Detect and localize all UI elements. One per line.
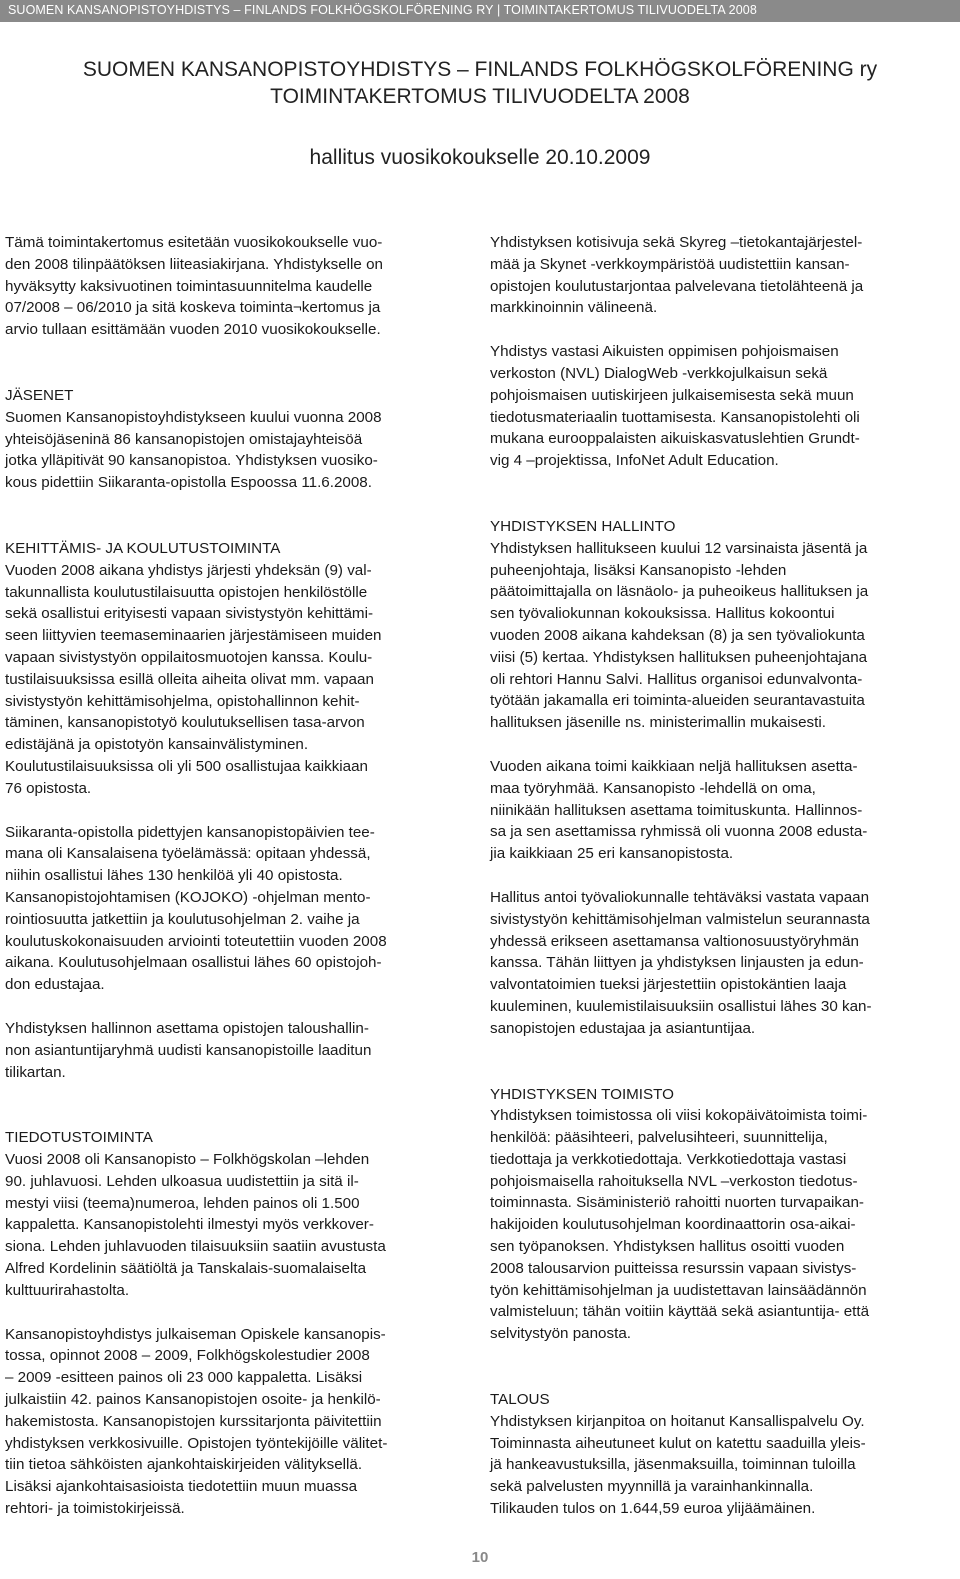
intro-paragraph: Tämä toimintakertomus esitetään vuosikokoukselle vuo- den 2008 tilinpäätöksen liiteasiakirjana. Yhdistykselle on hyväksytty kaksivuotinen toimintasuunnitelma kaudelle 07/2008 – 06/2010 ja sitä koskeva toiminta¬kertomus ja arvio tullaan esittämään vuoden 2010 vuosikokoukselle.	[5, 234, 383, 339]
document-subtitle: hallitus vuosikokoukselle 20.10.2009	[309, 146, 651, 169]
running-header-text: SUOMEN KANSANOPISTOYHDISTYS – FINLANDS FOLKHÖGSKOLFÖRENING RY | TOIMINTAKERTOMUS TILIVUODELTA 2008	[8, 3, 757, 17]
section-toimisto	[490, 1084, 950, 1346]
running-header-bar	[0, 0, 960, 22]
heading-kehittamis: KEHITTÄMIS- JA KOULUTUSTOIMINTA	[5, 539, 281, 557]
section-tiedotus	[5, 1127, 463, 1301]
section-hallinto	[490, 516, 950, 734]
talous-paragraph: Yhdistyksen kirjanpitoa on hoitanut Kansallispalvelu Oy. Toiminnasta aiheutuneet kulut on katettu saaduilla yleis- jä hankeavustuksilla, jäsenmaksuilla, toiminnan tuloilla sekä palvelusten myynnillä ja varainhankinnalla. Tilikauden tulos on 1.644,59 euroa ylijäämäinen.	[490, 1412, 866, 1518]
section-jasenet	[5, 385, 463, 494]
document-title-line-1: SUOMEN KANSANOPISTOYHDISTYS – FINLANDS FOLKHÖGSKOLFÖRENING ry	[82, 58, 878, 81]
tiedotus-paragraph: Vuosi 2008 oli Kansanopisto – Folkhögskolan –lehden 90. juhlavuosi. Lehden ulkoasua uudistettiin ja sitä il- mestyi viisi (teema)numeroa, lehden painos oli 1.500 kappaletta. Kansanopistolehti ilmestyi myös verkkover- siona. Lehden juhlavuoden tilaisuuksiin saatiin avustusta Alfred Kordelinin säätiöltä ja Tanskalais-suomalaiselta kulttuurirahastolta.	[5, 1151, 386, 1299]
heading-hallinto: YHDISTYKSEN HALLINTO	[490, 517, 676, 535]
section-talous	[490, 1389, 950, 1520]
heading-toimisto: YHDISTYKSEN TOIMISTO	[490, 1085, 674, 1103]
tyovaliokunta-paragraph: Hallitus antoi työvaliokunnalle tehtäväksi vastata vapaan sivistystyön kehittämisohjelman valmistelun seurannasta yhdessä erikseen asettamansa valtionosuustyöryhmän kanssa. Tähän liittyen ja yhdistyksen linjausten ja edun- valvontatoimien tueksi järjestettiin opistokäntien laaja kuuleminen, kuulemistilaisuuksiin osallistui lähes 30 kan- sanopistojen edustajaa ja asiantuntijaa.	[490, 888, 872, 1037]
page-number: 10	[471, 1549, 489, 1566]
hallinto-paragraph: Yhdistyksen hallinnon asettama opistojen taloushallin- non asiantuntijaryhmä uudisti kansanopistoille laaditun tilikartan.	[5, 1019, 372, 1081]
tyoryhmat-paragraph: Vuoden aikana toimi kaikkiaan neljä hallituksen asetta- maa työryhmää. Kansanopisto -lehdellä on oma, niinikään hallituksen asettama toimituskunta. Hallinnos- sa ja sen asettamissa ryhmissä oli vuonna 2008 edusta- jia kaikkiaan 25 eri kansanopistosta.	[490, 757, 868, 863]
siikaranta-paragraph: Siikaranta-opistolla pidettyjen kansanopistopäivien tee- mana oli Kansalaisena työelämässä: opitaan yhdessä, niihin osallistui lähes 130 henkilöä yli 40 opistosta. Kansanopistojohtamisen (KOJOKO) -ohjelman mento- rointiosuutta jatkettiin ja koulutusohjelman 2. vaihe ja koulutuskokonaisuuden arviointi toteutettiin vuoden 2008 aikana. Koulutusohjelmaan osallistui lähes 60 opistojoh- don edustajaa.	[5, 823, 387, 994]
right-column	[490, 232, 950, 1520]
heading-tiedotus: TIEDOTUSTOIMINTA	[5, 1129, 153, 1147]
hallinto-body-paragraph: Yhdistyksen hallitukseen kuului 12 varsinaista jäsentä ja puheenjohtaja, lisäksi Kansanopisto -lehden päätoimittajalla on läsnäolo- ja puheoikeus hallituksen ja sen työvaliokunnan kokouksissa. Hallitus kokoontui vuoden 2008 aikana kahdeksan (8) ja sen työvaliokunta viisi (5) kertaa. Yhdistyksen hallituksen puheenjohtajana oli rehtori Hannu Salvi. Hallitus organisoi edunvalvonta- työtään jakamalla eri toiminta-alueiden seurantavastuita hallituksen jäsenille ns. ministerimallin mukaisesti.	[490, 539, 869, 732]
left-column	[5, 232, 463, 1520]
toimisto-paragraph: Yhdistyksen toimistossa oli viisi kokopäivätoimista toimi- henkilöä: pääsihteeri, palvelusihteeri, suunnittelija, tiedottaja ja verkkotiedottaja. Verkkotiedottaja vastasi pohjoismaisella rahoituksella NVL –verkoston tiedotus- toiminnasta. Sisäministeriö rahoitti nuorten turvapaikan- hakijoiden koulutusohjelman koordinaattorin osa-aikai- sen työpanoksen. Yhdistyksen hallitus osoitti vuoden 2008 talousarvion puitteissa resurssin vapaan sivistys- työn kehittämisohjelman ja uudistettavan lainsäädännön valmisteluun; tähän voitiin käyttää sekä asiantuntija- että selvitystyön panosta.	[490, 1107, 870, 1343]
nvl-paragraph: Yhdistys vastasi Aikuisten oppimisen pohjoismaisen verkoston (NVL) DialogWeb -verkkojulkaisun sekä pohjoismaisen uutiskirjeen julkaisemisesta sekä muun tiedotusmateriaalin tuottamisesta. Kansanopistolehti oli mukana eurooppalaisten aikuiskasvatuslehtien Grundt- vig 4 –projektissa, InfoNet Adult Education.	[490, 343, 860, 470]
kotisivut-paragraph: Yhdistyksen kotisivuja sekä Skyreg –tietokantajärjestel- mää ja Skynet -verkkoympäristöä uudistettiin kansan- opistojen koulutustarjontaa palvelevana tietolähteenä ja markkinoinnin välineenä.	[490, 234, 864, 317]
jasenet-paragraph: Suomen Kansanopistoyhdistykseen kuului vuonna 2008 yhteisöjäseninä 86 kansanopistojen omistajayhteisöä jotka ylläpitivät 90 kansanopistoa. Yhdistyksen vuosiko- kous pidettiin Siikaranta-opistolla Espoossa 11.6.2008.	[5, 408, 382, 492]
julkaisut-paragraph: Kansanopistoyhdistys julkaiseman Opiskele kansanopis- tossa, opinnot 2008 – 2009, Folkhögskolestudier 2008 – 2009 -esitteen painos oli 23 000 kappaletta. Lisäksi julkaistiin 42. painos Kansanopistojen osoite- ja henkilö- hakemistosta. Kansanopistojen kurssitarjonta päivitettiin yhdistyksen verkkosivuille. Opistojen työntekijöille välitet- tiin tietoa sähköisten ajankohtaiskirjeiden välityksellä. Lisäksi ajankohtaisasioista tiedotettiin muun muassa rehtori- ja toimistokirjeissä.	[5, 1325, 388, 1518]
section-kehittamis	[5, 538, 463, 800]
document-title-line-2: TOIMINTAKERTOMUS TILIVUODELTA 2008	[270, 85, 690, 108]
heading-jasenet: JÄSENET	[5, 386, 74, 404]
heading-talous: TALOUS	[490, 1391, 550, 1409]
kehittamis-paragraph: Vuoden 2008 aikana yhdistys järjesti yhdeksän (9) val- takunnallista koulutustilaisuutta opistojen henkilöstölle sekä osallistui erityisesti vapaan sivistystyön kehittämi- seen liittyvien teemaseminaarien järjestämiseen muiden vapaan sivistystyön oppilaitosmuotojen kanssa. Koulu- tustilaisuuksissa esillä olleita aiheita olivat mm. vapaan sivistystyön kehittämisohjelma, opistohallinnon kehit- täminen, kansanopistotyö koulutuksellisen tasa-arvon edistäjänä ja opistotyön kansainvälistyminen. Koulutustilaisuuksissa oli yli 500 osallistujaa kaikkiaan 76 opistosta.	[5, 561, 382, 797]
